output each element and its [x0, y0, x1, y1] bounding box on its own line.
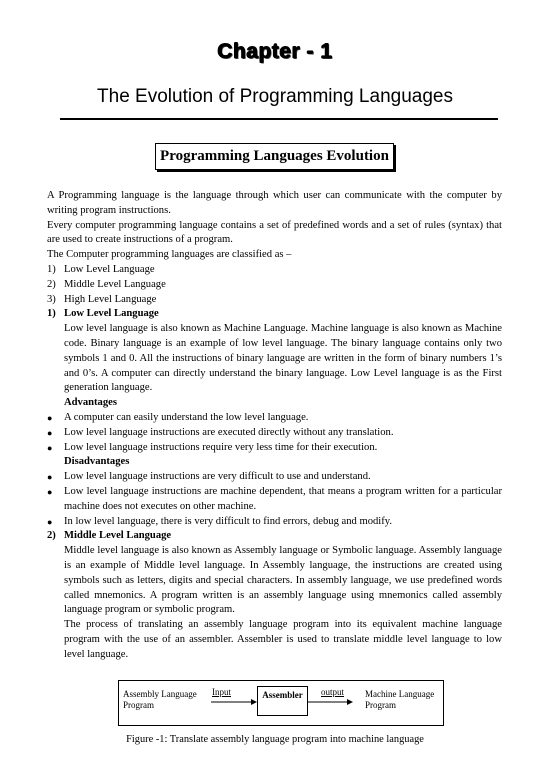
chapter-heading: Chapter - 1: [217, 40, 333, 63]
bullet-item: [47, 515, 502, 530]
diagram-input-line2: Program: [123, 700, 154, 710]
low-level-heading: [47, 307, 502, 322]
middle-level-paragraph: Middle level language is also known as Assembly language or Symbolic language. Assembly language is an example of Middle level language. In Assembly language, the instructions are created using symbols such as letters, digits and special characters. In assembly language, we use predefined words called mnemonics. A program written is an assembly language using mnemonics called assembly language program or symbolic program.: [64, 545, 502, 616]
list-number: 1): [47, 263, 56, 275]
list-item: [47, 293, 502, 308]
bullet-text: A computer can easily understand the low level language.: [64, 411, 309, 423]
title-divider: [60, 118, 498, 120]
low-level-paragraph: Low level language is also known as Machine Language. Machine language is also known as Machine code. Binary language is an example of low level language. The binary language contains only two symbols 1 and 0. All the instructions of binary language are written in the form of binary numbers 1’s and 0’s. A computer can directly understand the binary language. Low Level language is as the First generation language.: [64, 323, 502, 394]
bullet-item: [47, 470, 502, 485]
assembler-box: Assembler: [257, 686, 308, 716]
bullet-icon: ●: [47, 486, 53, 497]
intro-paragraph: A Programming language is the language through which user can communicate with the computer by writing program instructions.: [47, 190, 502, 216]
assembler-diagram: [118, 680, 444, 726]
figure-caption: Figure -1: Translate assembly language program into machine language: [126, 734, 424, 745]
bullet-text: Low level language instructions require very less time for their execution.: [64, 441, 378, 453]
diagram-input-label: [123, 689, 197, 711]
list-number: 2): [47, 278, 56, 290]
output-arrow-label: output: [321, 687, 345, 697]
diagram-output-label: [365, 689, 434, 711]
list-item: [47, 278, 502, 293]
advantages-heading: Advantages: [64, 397, 117, 409]
middle-level-heading: [47, 529, 502, 544]
page-title: The Evolution of Programming Languages: [97, 86, 453, 107]
section-number: 1): [47, 308, 56, 320]
bullet-item: [47, 411, 502, 426]
bullet-text: Low level language instructions are executed directly without any translation.: [64, 426, 394, 438]
bullet-icon: ●: [47, 427, 53, 438]
list-item: [47, 263, 502, 278]
middle-level-paragraph: The process of translating an assembly language program into its equivalent machine language program with the use of an assembler. Assembler is used to translate middle level language to low level language.: [64, 619, 502, 660]
section-heading-label: Middle Level Language: [64, 530, 172, 542]
bullet-item: [47, 441, 502, 456]
input-arrow-label: Input: [212, 687, 231, 697]
bullet-icon: ●: [47, 442, 53, 453]
intro-paragraph: The Computer programming languages are classified as –: [47, 249, 292, 261]
bullet-item: [47, 485, 502, 515]
bullet-text: Low level language instructions are machine dependent, that means a program written for a particular machine does not executes on other machine.: [64, 485, 502, 512]
disadvantages-heading: Disadvantages: [64, 456, 130, 468]
bullet-item: [47, 426, 502, 441]
input-arrow-icon: [211, 698, 257, 706]
list-item-label: Middle Level Language: [64, 278, 166, 290]
bullet-icon: ●: [47, 516, 53, 527]
bullet-text: Low level language instructions are very difficult to use and understand.: [64, 471, 371, 483]
bullet-text: In low level language, there is very difficult to find errors, debug and modify.: [64, 515, 393, 527]
intro-paragraph: Every computer programming language contains a set of predefined words and a set of rules (syntax) that are used to create instructions of a program.: [47, 219, 502, 246]
list-number: 3): [47, 293, 56, 305]
body-text: [47, 189, 502, 663]
output-arrow-icon: [307, 698, 353, 706]
list-item-label: High Level Language: [64, 293, 157, 305]
diagram-output-line1: Machine Language: [365, 689, 435, 699]
section-number: 2): [47, 530, 56, 542]
section-title-box: Programming Languages Evolution: [155, 143, 394, 170]
list-item-label: Low Level Language: [64, 263, 155, 275]
bullet-icon: ●: [47, 412, 53, 423]
diagram-input-line1: Assembly Language: [123, 689, 197, 699]
diagram-output-line2: Program: [365, 700, 396, 710]
section-heading-label: Low Level Language: [64, 308, 159, 320]
bullet-icon: ●: [47, 472, 53, 483]
